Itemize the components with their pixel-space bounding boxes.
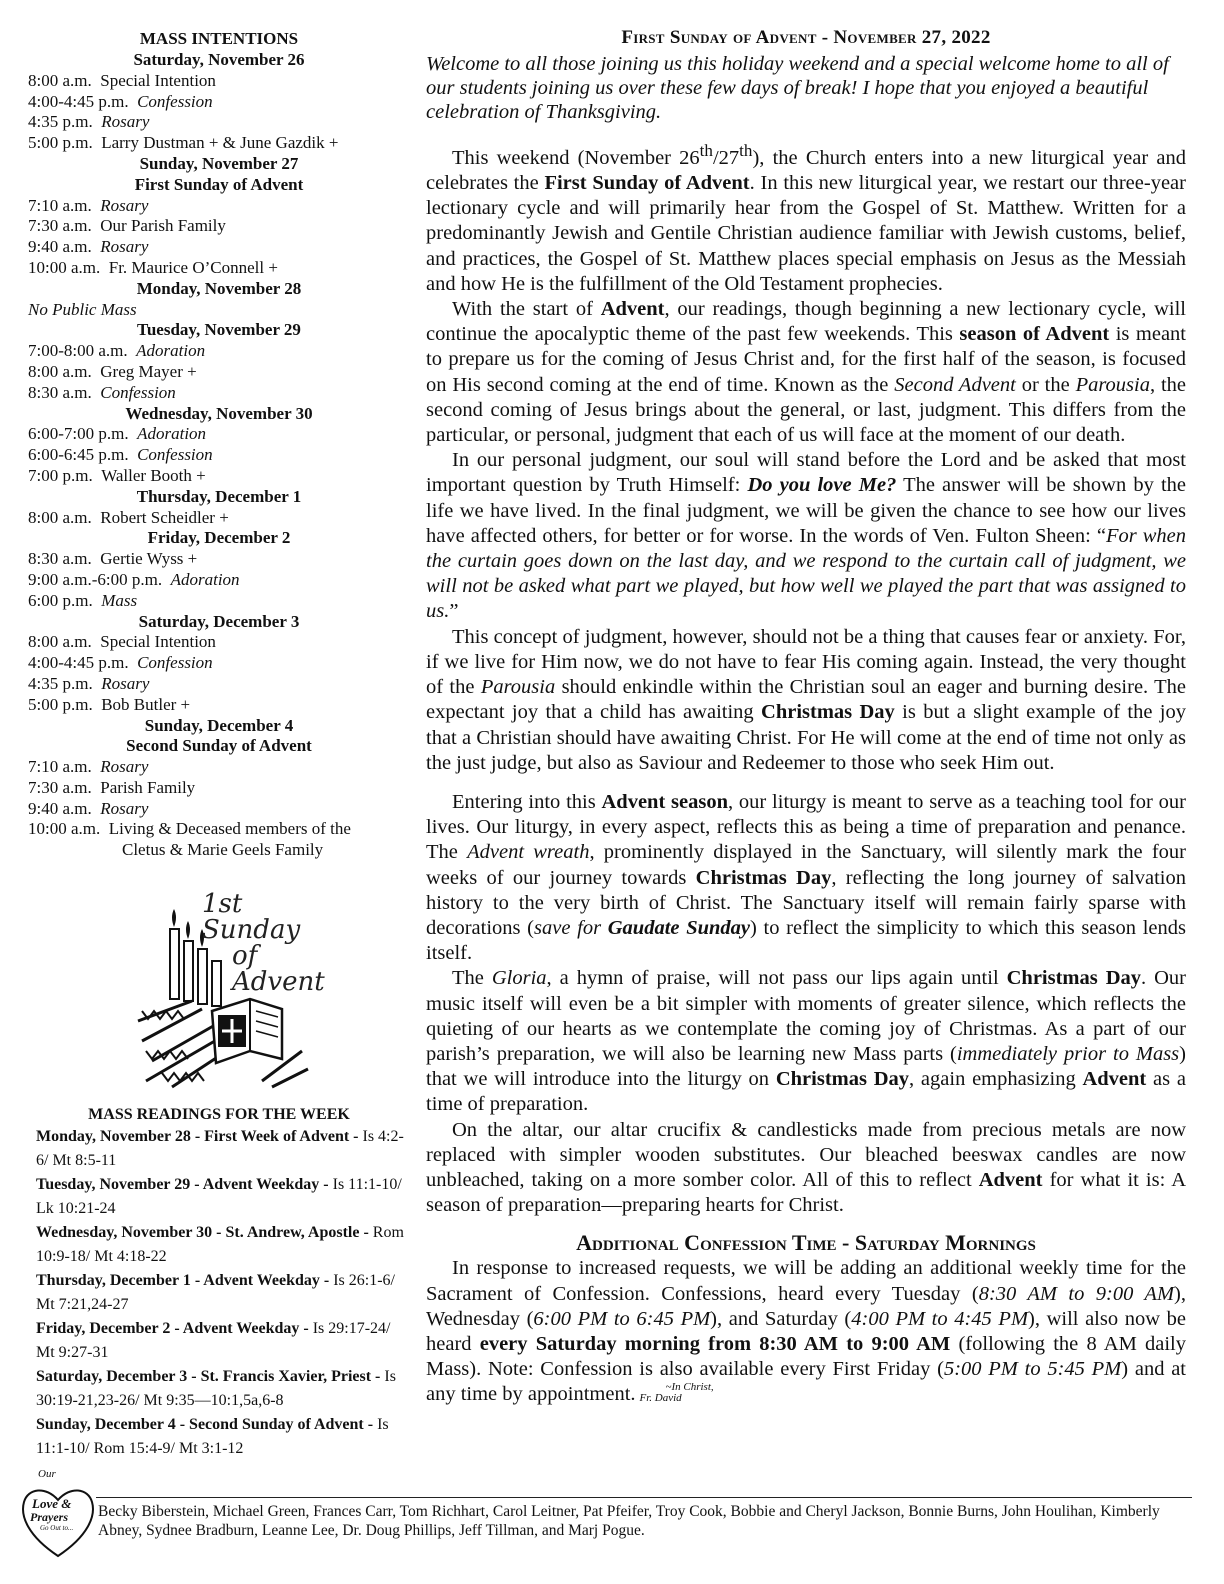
day-heading: Monday, November 28: [136, 278, 302, 298]
entry-time: 5:00 p.m.: [28, 133, 93, 153]
reading-day: Saturday, December 3 - St. Francis Xavier, Priest -: [36, 1368, 381, 1386]
entry-time: 9:00 a.m.-6:00 p.m.: [28, 569, 163, 589]
entry-description: Larry Dustman + & June Gazdik +: [101, 133, 339, 153]
welcome-text: Welcome to all those joining us this holiday weekend and a special welcome home to all of our students joining us over these few days of break! I hope that you enjoyed a beautiful celebration of Thanksgiving.: [426, 53, 1169, 123]
paragraph-1: This weekend (November 26th/27th), the Church enters into a new liturgical year and celebrates the First Sunday of Advent. In this new liturgical year, we restart our three-year lectionary cycle and will primarily hear from the Gospel of St. Matthew. Written for a predominantly Jewish and Gentile Christian audience familiar with Jewish customs, belief, and practices, the Gospel of St. Matthew places special emphasis on Jesus as the Messiah and how He is the fulfillment of the Old Testament prophecies.: [426, 141, 1186, 295]
entry-description: Confession: [137, 653, 213, 673]
signature: ~In Christ, Fr. David: [639, 1381, 714, 1405]
entry-time: 9:40 a.m.: [28, 798, 92, 818]
intention-entry: [28, 570, 410, 591]
paragraph-6: The Gloria, a hymn of praise, will not pass our lips again until Christmas Day. Our music itself will even be a bit simpler with moments of greater silence, which reflects the quieting of our hearts as we contemplate the coming joy of Christmas. As a part of our parish’s preparation, we will also be learning new Mass parts (immediately prior to Mass) that we will introduce into the liturgy on Christmas Day, again emphasizing Advent as a time of preparation.: [426, 967, 1186, 1116]
entry-time: 5:00 p.m.: [28, 694, 93, 714]
entry-time: 7:00 p.m.: [28, 465, 93, 485]
reading-item: [28, 1173, 410, 1221]
confession-paragraph: In response to increased requests, we will be adding an additional weekly time for the Sacrament of Confession. Confessions, heard every Tuesday (8:30 AM to 9:00 AM), Wednesday (6:00 PM to 6:45 PM), and Saturday (4:00 PM to 4:45 PM), will also now be heard every Saturday morning from 8:30 AM to 9:00 AM (following the 8 AM daily Mass). Note: Confession is also available every First Friday (5:00 PM to 5:45 PM) and at any time by appointment. ~In Christ, Fr. David: [426, 1257, 1186, 1406]
reading-day: Friday, December 2 - Advent Weekday -: [36, 1320, 309, 1338]
intention-entry: [28, 237, 410, 258]
reading-item: [28, 1269, 410, 1317]
entry-description: Robert Scheidler +: [100, 507, 229, 527]
paragraph-4: This concept of judgment, however, should not be a thing that causes fear or anxiety. For, if we live for Him now, we do not have to fear His coming again. Instead, the very thought of the Parousia should enkindle within the Christian soul an eager and burning desire. The expectant joy that a child has awaiting Christmas Day is but a slight example of the joy that a Christian should have awaiting Christ. For He will come at the end of time not only as the just judge, but also as Saviour and Redeemer to those who seek Him out.: [426, 625, 1187, 774]
reading-refs: Is 29:17-24/ Mt 9:27-31: [36, 1320, 391, 1362]
intention-entry: [28, 757, 410, 778]
reading-refs: Is 11:1-10/ Lk 10:21-24: [36, 1176, 402, 1218]
mass-intentions-list: [28, 50, 410, 861]
intention-entry: [28, 819, 410, 861]
entry-time: 6:00 p.m.: [28, 590, 93, 610]
entry-description: Confession: [100, 382, 176, 402]
day-heading: Sunday, December 4: [144, 715, 294, 735]
clipart-line1: 1st Sunday: [202, 889, 301, 946]
intention-entry: [28, 653, 410, 674]
entry-description: Fr. Maurice O’Connell +: [108, 257, 278, 277]
entry-time: 4:00-4:45 p.m.: [28, 91, 129, 111]
intention-entry: [28, 445, 410, 466]
intention-entry: [28, 133, 410, 154]
confession-heading: Additional Confession Time - Saturday Mornings: [576, 1230, 1036, 1256]
reading-item: [28, 1125, 410, 1173]
entry-time: 7:10 a.m.: [28, 757, 92, 777]
logo-text-3: Prayers: [30, 1510, 68, 1524]
entry-description: Confession: [137, 91, 213, 111]
article-heading: First Sunday of Advent - November 27, 2022: [621, 27, 991, 48]
reading-day: Sunday, December 4 - Second Sunday of Advent -: [36, 1416, 374, 1434]
intention-entry: [28, 508, 410, 529]
entry-description: Greg Mayer +: [100, 361, 197, 381]
prayers-logo: [18, 1466, 98, 1562]
logo-text-2: Love &: [32, 1496, 72, 1511]
intention-entry: [28, 799, 410, 820]
entry-description: Rosary: [100, 237, 149, 257]
right-column: [426, 26, 1186, 1408]
entry-time: 8:00 a.m.: [28, 361, 92, 381]
entry-time: 6:00-6:45 p.m.: [28, 445, 129, 465]
intention-entry: [28, 674, 410, 695]
reading-item: [28, 1413, 410, 1461]
reading-refs: Is 4:2-6/ Mt 8:5-11: [36, 1128, 404, 1170]
intention-entry: [28, 112, 410, 133]
entry-description: Rosary: [100, 195, 149, 215]
entry-time: 7:30 a.m.: [28, 777, 92, 797]
intention-entry: [28, 466, 410, 487]
intention-entry: [28, 591, 410, 612]
intention-entry: [28, 778, 410, 799]
entry-time: 10:00 a.m.: [28, 257, 101, 277]
day-note: No Public Mass: [28, 299, 137, 319]
intention-entry: [28, 71, 410, 92]
entry-time: 8:30 a.m.: [28, 382, 92, 402]
reading-day: Monday, November 28 - First Week of Advent -: [36, 1128, 359, 1146]
paragraph-7: On the altar, our altar crucifix & candlesticks made from precious metals are now replaced with simpler wooden substitutes. Our bleached beeswax candles are now unbleached, taking on a more somber color. All of this to reflect Advent for what it is: A season of preparation—preparing hearts for Christ.: [426, 1118, 1187, 1217]
reading-item: [28, 1221, 410, 1269]
advent-clipart: [132, 889, 325, 1091]
entry-description: Waller Booth +: [101, 465, 206, 485]
entry-description: Parish Family: [100, 777, 196, 797]
entry-description: Rosary: [100, 757, 149, 777]
intention-entry: [28, 341, 410, 362]
reading-day: Wednesday, November 30 - St. Andrew, Apostle -: [36, 1224, 369, 1242]
reading-refs: Is 11:1-10/ Rom 15:4-9/ Mt 3:1-12: [36, 1416, 389, 1458]
mass-readings-title: MASS READINGS FOR THE WEEK: [88, 1106, 350, 1124]
day-heading: Friday, December 2: [147, 528, 291, 548]
left-column: [28, 28, 410, 1461]
day-subheading: First Sunday of Advent: [134, 174, 304, 194]
footer-divider: [96, 1497, 1192, 1498]
intention-entry: [28, 362, 410, 383]
intention-entry: [28, 258, 410, 279]
reading-refs: Is 30:19-21,23-26/ Mt 9:35—10:1,5a,6-8: [36, 1368, 396, 1410]
reading-day: Tuesday, November 29 - Advent Weekday -: [36, 1176, 329, 1194]
paragraph-3: In our personal judgment, our soul will stand before the Lord and be asked that most important question by Truth Himself: Do you love Me? The answer will be shown by the life we have lived. In the final judgment, we will be given the chance to see how our lives have affected others, for better or for worse. In the words of Ven. Fulton Sheen: “For when the curtain goes down on the last day, and we respond to the curtain call of judgment, we will not be asked what part we played, but how well we played the part that was assigned to us.”: [426, 449, 1187, 623]
entry-description: Adoration: [136, 341, 206, 361]
entry-description: Living & Deceased members of the: [108, 819, 351, 839]
intention-entry: [28, 383, 410, 404]
reading-item: [28, 1317, 410, 1365]
intention-entry: [28, 216, 410, 237]
mass-readings-list: [28, 1125, 410, 1461]
entry-time: 4:35 p.m.: [28, 112, 93, 132]
entry-description: Adoration: [170, 569, 240, 589]
entry-description: Bob Butler +: [101, 694, 191, 714]
day-subheading: Second Sunday of Advent: [126, 736, 312, 756]
reading-refs: Rom 10:9-18/ Mt 4:18-22: [36, 1224, 404, 1266]
entry-description: Special Intention: [100, 632, 216, 652]
entry-time: 8:00 a.m.: [28, 507, 92, 527]
intention-entry: [28, 695, 410, 716]
day-heading: Saturday, December 3: [138, 611, 300, 631]
entry-description: Special Intention: [100, 70, 216, 90]
entry-description: Adoration: [137, 424, 207, 444]
entry-description: Mass: [101, 590, 138, 610]
entry-time: 9:40 a.m.: [28, 237, 92, 257]
reading-day: Thursday, December 1 - Advent Weekday -: [36, 1272, 330, 1290]
entry-time: 7:10 a.m.: [28, 195, 92, 215]
entry-time: 4:00-4:45 p.m.: [28, 653, 129, 673]
mass-intentions-title: MASS INTENTIONS: [139, 29, 299, 48]
day-heading: Saturday, November 26: [133, 50, 305, 69]
entry-time: 6:00-7:00 p.m.: [28, 424, 129, 444]
logo-text-4: Go Out to...: [40, 1524, 74, 1532]
entry-time: 4:35 p.m.: [28, 673, 93, 693]
entry-description: Rosary: [101, 673, 150, 693]
intention-entry: [28, 549, 410, 570]
entry-continuation: Cletus & Marie Geels Family: [122, 840, 324, 860]
reading-refs: Is 26:1-6/ Mt 7:21,24-27: [36, 1272, 395, 1314]
intention-entry: [28, 424, 410, 445]
entry-time: 10:00 a.m.: [28, 819, 101, 839]
paragraph-5: Entering into this Advent season, our liturgy is meant to serve as a teaching tool for our lives. Our liturgy, in every aspect, reflects this as being a time of preparation and penance. The Advent wreath, prominently displayed in the Sanctuary, will silently mark the four weeks of our journey towards Christmas Day, reflecting the long journey of salvation history to the very birth of Christ. The Sanctuary itself will remain fairly sparse with decorations (save for Gaudate Sunday) to reflect the simplicity to which this season lends itself.: [426, 790, 1186, 965]
day-heading: Thursday, December 1: [136, 486, 302, 506]
entry-description: Rosary: [101, 112, 150, 132]
day-heading: Sunday, November 27: [139, 153, 299, 173]
clipart-line2: of Advent: [232, 941, 325, 998]
entry-description: Gertie Wyss +: [100, 549, 198, 569]
entry-time: 8:00 a.m.: [28, 70, 92, 90]
entry-time: 8:30 a.m.: [28, 549, 92, 569]
day-heading: Wednesday, November 30: [125, 403, 313, 423]
entry-time: 7:00-8:00 a.m.: [28, 341, 128, 361]
entry-time: 8:00 a.m.: [28, 632, 92, 652]
day-heading: Tuesday, November 29: [137, 320, 301, 340]
paragraph-2: With the start of Advent, our readings, though beginning a new lectionary cycle, will continue the apocalyptic theme of the past few weekends. This season of Advent is meant to prepare us for the coming of Jesus Christ and, for the first half of the season, is focused on His second coming at the end of time. Known as the Second Advent or the Parousia, the second coming of Jesus brings about the general, or last, judgment. This differs from the particular, or personal, judgment that each of us will face at the moment of our death.: [426, 298, 1187, 447]
logo-text-1: Our: [38, 1468, 56, 1480]
entry-description: Confession: [137, 445, 213, 465]
prayer-names: Becky Biberstein, Michael Green, Frances Carr, Tom Richhart, Carol Leitner, Pat Pfeifer, Troy Cook, Bobbie and Cheryl Jackson, Bonnie Burns, John Houlihan, Kimberly Abney, Sydnee Bradburn, Leanne Lee, Dr. Doug Phillips, Jeff Tillman, and Marj Pogue.: [98, 1503, 1160, 1539]
entry-time: 7:30 a.m.: [28, 216, 92, 236]
intention-entry: [28, 632, 410, 653]
entry-description: Our Parish Family: [100, 216, 226, 236]
clipart-caption: [202, 889, 325, 998]
intention-entry: [28, 196, 410, 217]
entry-description: Rosary: [100, 798, 149, 818]
intention-entry: [28, 92, 410, 113]
reading-item: [28, 1365, 410, 1413]
